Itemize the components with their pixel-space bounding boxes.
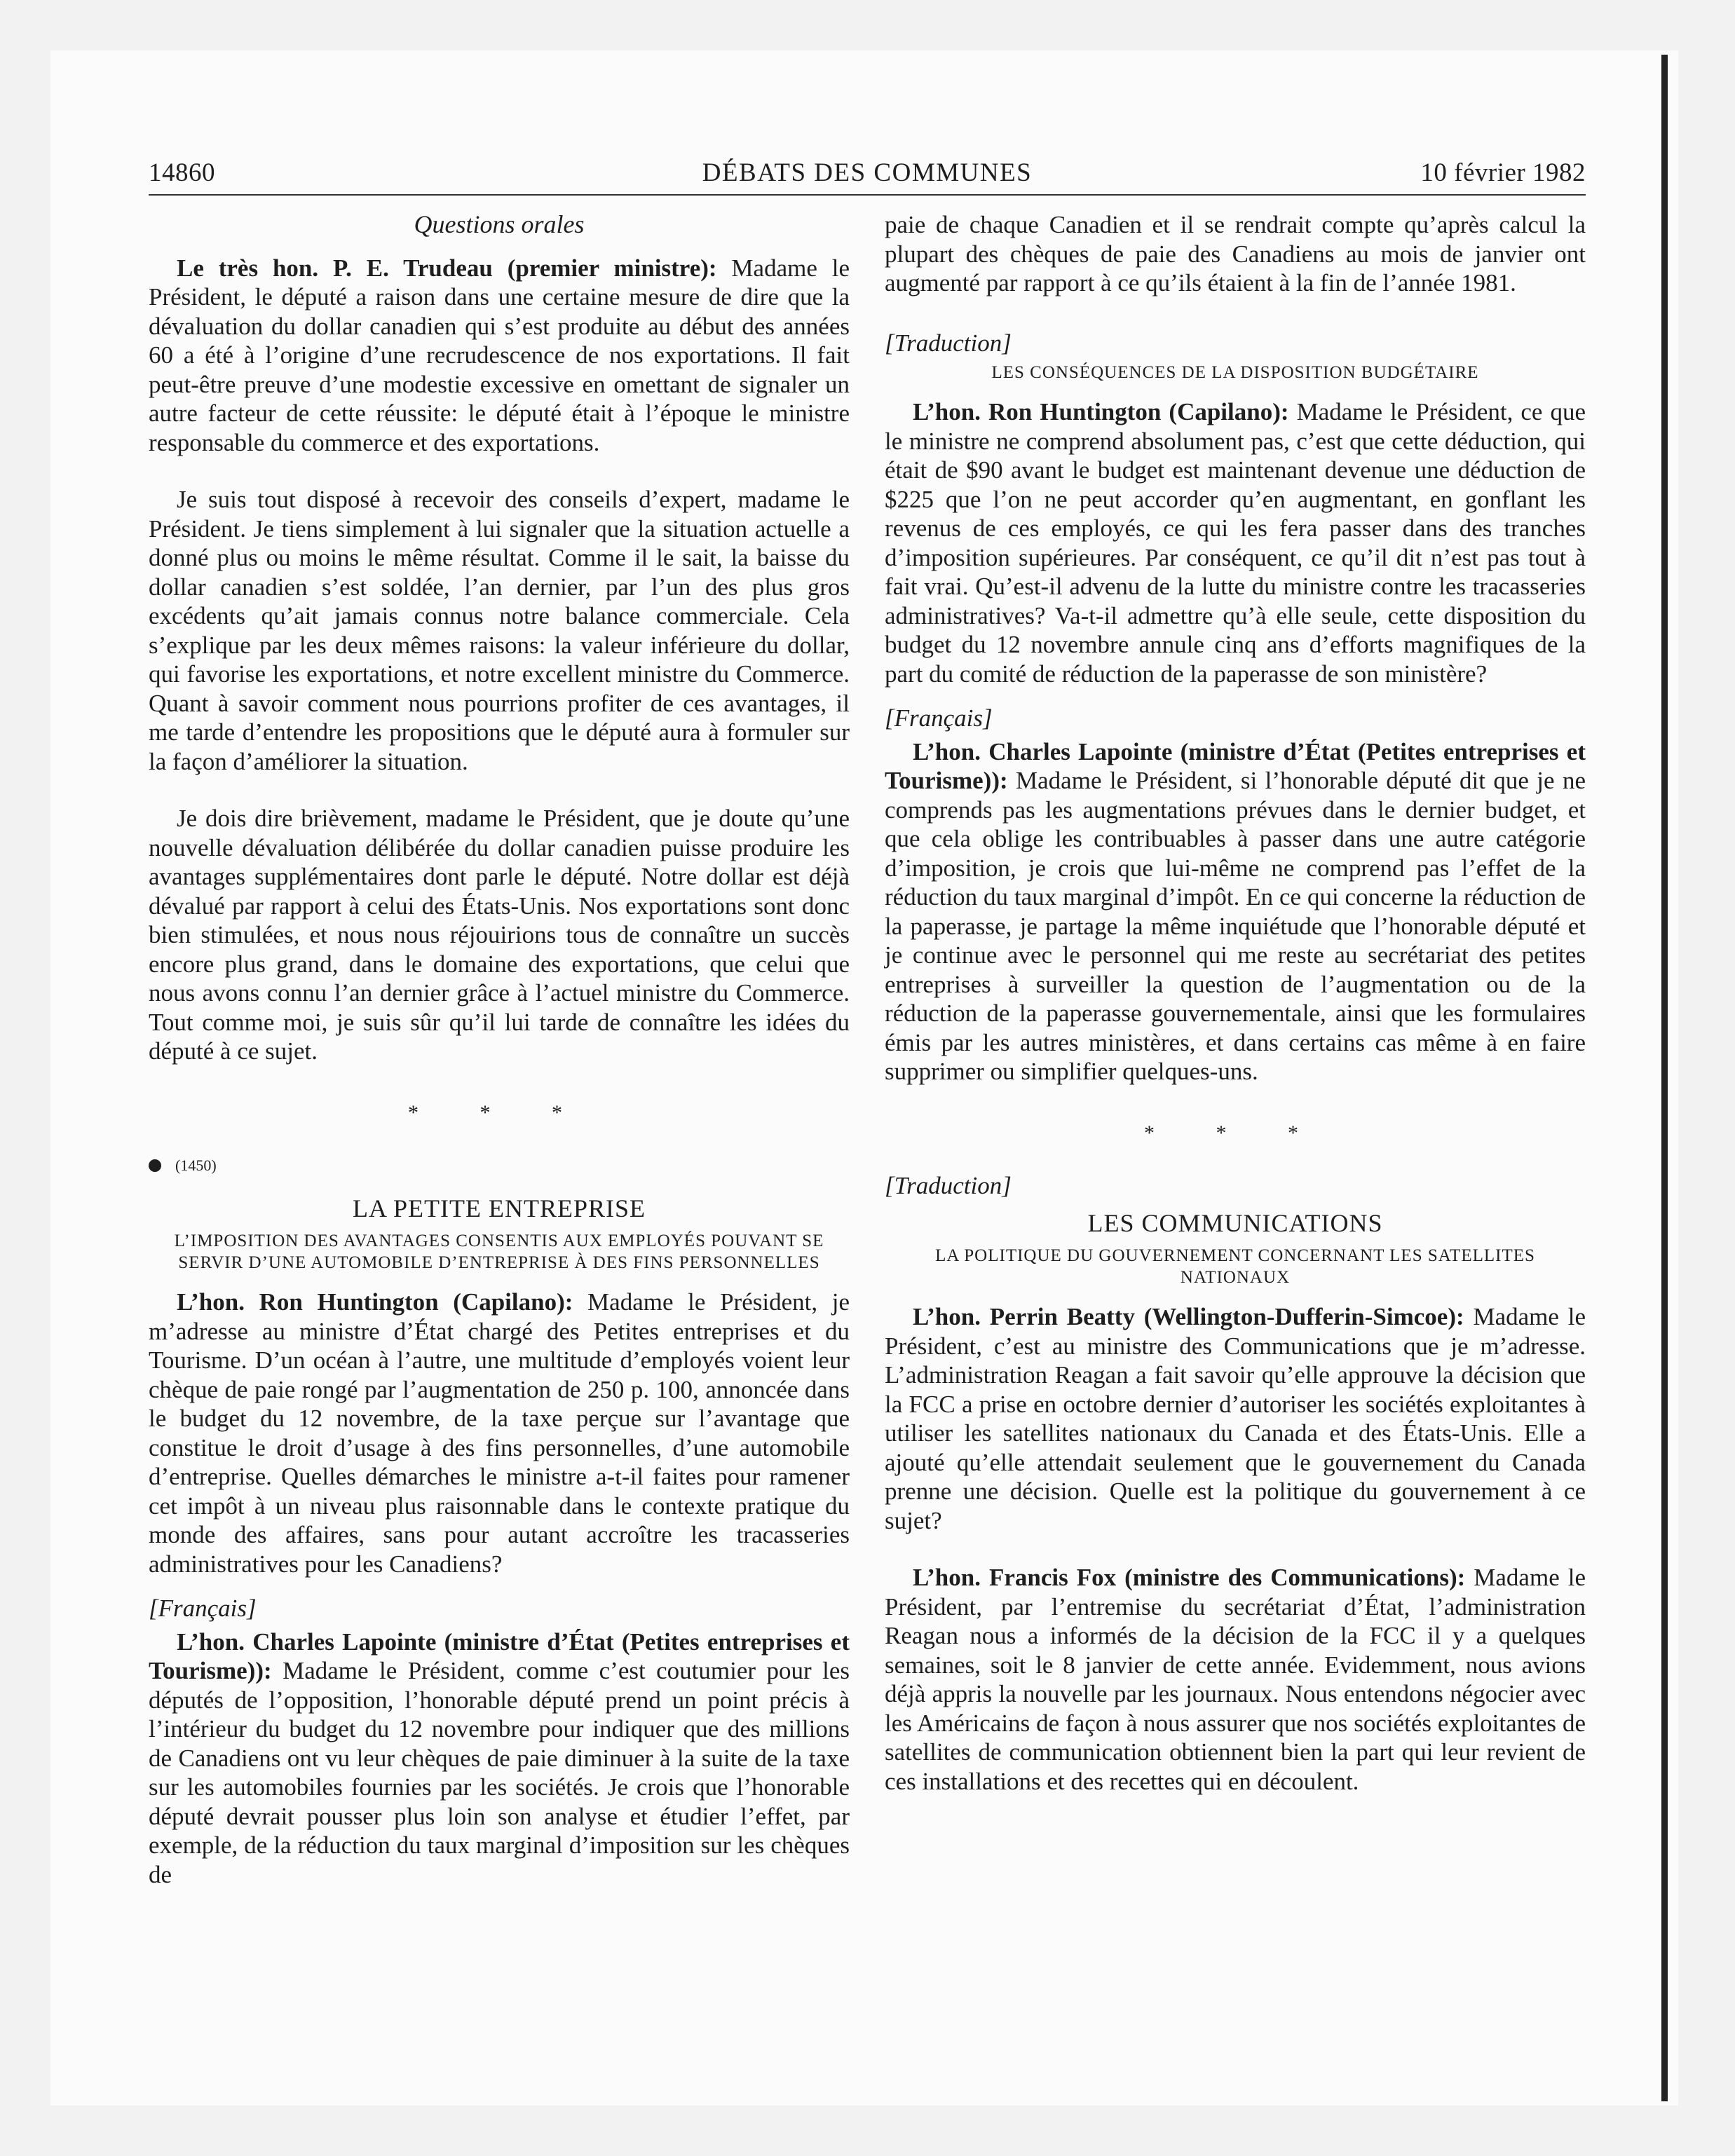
right-column [885, 210, 1586, 1796]
speech-paragraph [885, 737, 1586, 1086]
speech-text: Madame le Président, par l’entremise du secrétariat d’État, l’administration Reagan nous a informés de la décision de la FCC il y a quelques semaines, soit le 8 janvier de cette année. Evidemment, nous avions déjà appris la nouvelle par les journaux. Nous entendons négocier avec les Américains de façon à nous assurer que nos sociétés exploitantes de satellites de communication obtiennent bien la part qui leur revient de ces installations et des recettes qui en découlent. [885, 1564, 1586, 1795]
speaker-name: L’hon. Perrin Beatty (Wellington-Dufferin-Simcoe): [913, 1303, 1464, 1330]
page-header [149, 158, 1586, 196]
speaker-name: L’hon. Charles Lapointe (ministre d’État (Petites entreprises et Tourisme)): [885, 737, 1586, 794]
speaker-name: L’hon. Ron Huntington (Capilano): [913, 398, 1289, 425]
speaker-name: L’hon. Francis Fox (ministre des Communications): [913, 1564, 1466, 1591]
speech-paragraph [149, 254, 850, 458]
language-marker: [Traduction] [885, 1172, 1012, 1199]
left-column [149, 210, 850, 1889]
language-marker: [Français] [149, 1595, 257, 1622]
speaker-name: Le très hon. P. E. Trudeau (premier ministre): [177, 254, 717, 282]
section-separator: * * * [1144, 1121, 1326, 1145]
speech-paragraph [149, 1288, 850, 1578]
section-subtitle: L’IMPOSITION DES AVANTAGES CONSENTIS AUX EMPLOYÉS POUVANT SE SERVIR D’UNE AUTOMOBILE D’ENTREPRISE À DES FINS PERSONNELLES [174, 1231, 824, 1272]
section-title: LES COMMUNICATIONS [1087, 1208, 1383, 1237]
speech-text: Madame le Président, le député a raison dans une certaine mesure de dire que la dévaluation du dollar canadien qui s’est produite au début des années 60 a été à l’origine d’une recrudescence de nos exportations. Il fait peut-être preuve d’une modestie excessive en omettant de signaler un autre facteur de cette réussite: le député était à l’époque le ministre responsable du commerce et des exportations. [149, 254, 850, 456]
speaker-name: L’hon. Charles Lapointe (ministre d’État (Petites entreprises et Tourisme)): [149, 1628, 850, 1684]
timecode [149, 1151, 850, 1180]
speech-paragraph [149, 1628, 850, 1890]
publication-title: DÉBATS DES COMMUNES [702, 158, 1033, 187]
bullet-icon [149, 1159, 161, 1172]
speech-paragraph: Je suis tout disposé à recevoir des conseils d’expert, madame le Président. Je tiens simplement à lui signaler que la situation actuelle a donné plus ou moins le même résultat. Comme il le sait, la baisse du dollar canadien s’est soldée, l’an dernier, par l’un des plus gros excédents qu’ait jamais connus notre balance commerciale. Cela s’explique par les deux mêmes raisons: la valeur inférieure du dollar, qui favorise les exportations, et notre excellent ministre du Commerce. Quant à savoir comment nous pourrions profiter de ces avantages, il me tarde d’entendre les propositions que le député aura à formuler sur la façon d’améliorer la situation. [149, 486, 850, 775]
section-title: LA PETITE ENTREPRISE [353, 1194, 646, 1222]
speech-paragraph [885, 1563, 1586, 1796]
section-subtitle: LA POLITIQUE DU GOUVERNEMENT CONCERNANT LES SATELLITES NATIONAUX [935, 1246, 1535, 1287]
speech-text: Madame le Président, si l’honorable député dit que je ne comprends pas les augmentations prévues dans le dernier budget, et que cela oblige les contribuables à passer dans une autre catégorie d’imposition, je crois que lui-même ne comprend pas l’effet de la réduction du taux marginal d’impôt. En ce qui concerne la réduction de la paperasse, je partage la même inquiétude que l’honorable député et je continue avec le personnel qui me reste au secrétariat des petites entreprises à surveiller la question de l’augmentation ou de la réduction de la paperasse gouvernementale, ainsi que les formulaires émis par les autres ministères, et dans certains cas même à en faire supprimer ou simplifier quelques-uns. [885, 767, 1586, 1085]
speech-text: Madame le Président, comme c’est coutumier pour les députés de l’opposition, l’honorable député prend un point précis à l’intérieur du budget du 12 novembre pour indiquer que des millions de Canadiens ont vu leur chèques de paie diminuer à la suite de la taxe sur les automobiles fournies par les sociétés. Je crois que l’honorable député devrait pousser plus loin son analyse et étudier l’effet, par exemple, de la réduction du taux marginal d’imposition sur les chèques de [149, 1657, 850, 1888]
speech-text: Madame le Président, je m’adresse au ministre d’État chargé des Petites entreprises et du Tourisme. D’un océan à l’autre, une multitude d’employés voient leur chèque de paie rongé par l’augmentation de 250 p. 100, annoncée dans le budget du 12 novembre, de la taxe perçue sur l’avantage que constitue le droit d’usage à des fins personnelles, d’une automobile d’entreprise. Quelles démarches le ministre a-t-il faites pour ramener cet impôt à un niveau plus raisonnable dans le contexte pratique du monde des affaires, sans pour autant accroître les tracasseries administratives pour les Canadiens? [149, 1288, 850, 1578]
page-date: 10 février 1982 [1420, 158, 1586, 187]
language-marker: [Traduction] [885, 329, 1012, 357]
speech-paragraph: paie de chaque Canadien et il se rendrait compte qu’après calcul la plupart des chèques de paie des Canadiens au mois de janvier ont augmenté par rapport à ce qu’ils étaient à la fin de l’année 1981. [885, 211, 1586, 296]
language-marker: [Français] [885, 704, 993, 732]
speech-text: Madame le Président, c’est au ministre des Communications que je m’adresse. L’administration Reagan a fait savoir qu’elle approuve la décision que la FCC a prise en octobre dernier d’autoriser les sociétés exploitantes à utiliser les satellites nationaux du Canada et des États-Unis. Elle a ajouté qu’elle attendait seulement que le gouvernement du Canada prenne une décision. Quelle est la politique du gouvernement à ce sujet? [885, 1303, 1586, 1534]
section-subtitle: LES CONSÉQUENCES DE LA DISPOSITION BUDGÉTAIRE [991, 363, 1479, 382]
page-number: 14860 [149, 158, 215, 187]
speech-paragraph [885, 1302, 1586, 1535]
binding-rule [1661, 55, 1668, 2101]
speech-paragraph: Je dois dire brièvement, madame le Président, que je doute qu’une nouvelle dévaluation délibérée du dollar canadien puisse produire les avantages supplémentaires dont parle le député. Notre dollar est déjà dévalué par rapport à celui des États-Unis. Nos exportations sont donc bien stimulées, et nous nous réjouirions tous de connaître un succès encore plus grand, dans le domaine des exportations, que celui que nous avons connu l’an dernier grâce à l’actuel ministre du Commerce. Tout comme moi, je suis sûr qu’il lui tarde de connaître les idées du député à ce sujet. [149, 805, 850, 1065]
speech-paragraph [885, 397, 1586, 688]
speaker-name: L’hon. Ron Huntington (Capilano): [177, 1288, 573, 1316]
section-separator: * * * [408, 1100, 590, 1124]
speech-text: Madame le Président, ce que le ministre ne comprend absolument pas, c’est que cette déduction, qui était de $90 avant le budget est maintenant devenue une déduction de $225 que l’on ne peut accorder qu’en augmentant, en gonflant les revenus de ces employés, ce qui les fera passer dans des tranches d’imposition supérieures. Par conséquent, ce qu’il dit n’est pas tout à fait vrai. Qu’est-il advenu de la lutte du ministre contre les tracasseries administratives? Va-t-il admettre qu’à elle seule, cette disposition du budget du 12 novembre annule cinq ans d’efforts magnifiques de la part du comité de réduction de la paperasse de son ministère? [885, 398, 1586, 688]
timecode-text: (1450) [175, 1157, 217, 1174]
rubric-heading: Questions orales [414, 210, 585, 238]
